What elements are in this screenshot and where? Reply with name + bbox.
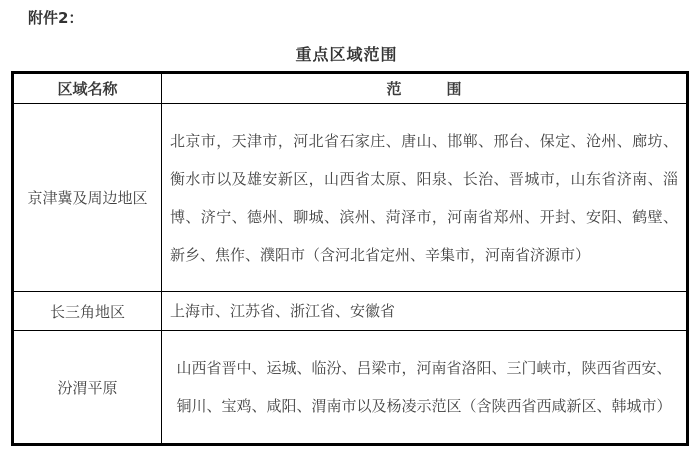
region-scope-changsanjiao: 上海市、江苏省、浙江省、安徽省 — [162, 292, 688, 331]
table-header-row — [13, 73, 688, 104]
region-table — [11, 71, 689, 446]
column-header-scope: 范 围 — [162, 73, 688, 104]
table-row-jingjinji — [13, 104, 688, 292]
region-name-changsanjiao: 长三角地区 — [13, 292, 162, 331]
region-scope-jingjinji: 北京市，天津市，河北省石家庄、唐山、邯郸、邢台、保定、沧州、廊坊、衡水市以及雄安新区，山西省太原、阳泉、长治、晋城市，山东省济南、淄博、济宁、德州、聊城、滨州、菏泽市，河南省郑州、开封、安阳、鹤壁、新乡、焦作、濮阳市（含河北省定州、辛集市，河南省济源市） — [162, 104, 688, 292]
table-row-changsanjiao — [13, 292, 688, 331]
region-scope-fenwei: 山西省晋中、运城、临汾、吕梁市，河南省洛阳、三门峡市，陕西省西安、铜川、宝鸡、咸阳、渭南市以及杨凌示范区（含陕西省西咸新区、韩城市） — [162, 331, 688, 445]
region-name-fenwei: 汾渭平原 — [13, 331, 162, 445]
column-header-region: 区域名称 — [13, 73, 162, 104]
attachment-label: 附件2： — [28, 9, 84, 27]
table-row-fenwei — [13, 331, 688, 445]
page-title: 重点区域范围 — [295, 45, 398, 64]
region-name-jingjinji: 京津冀及周边地区 — [13, 104, 162, 292]
